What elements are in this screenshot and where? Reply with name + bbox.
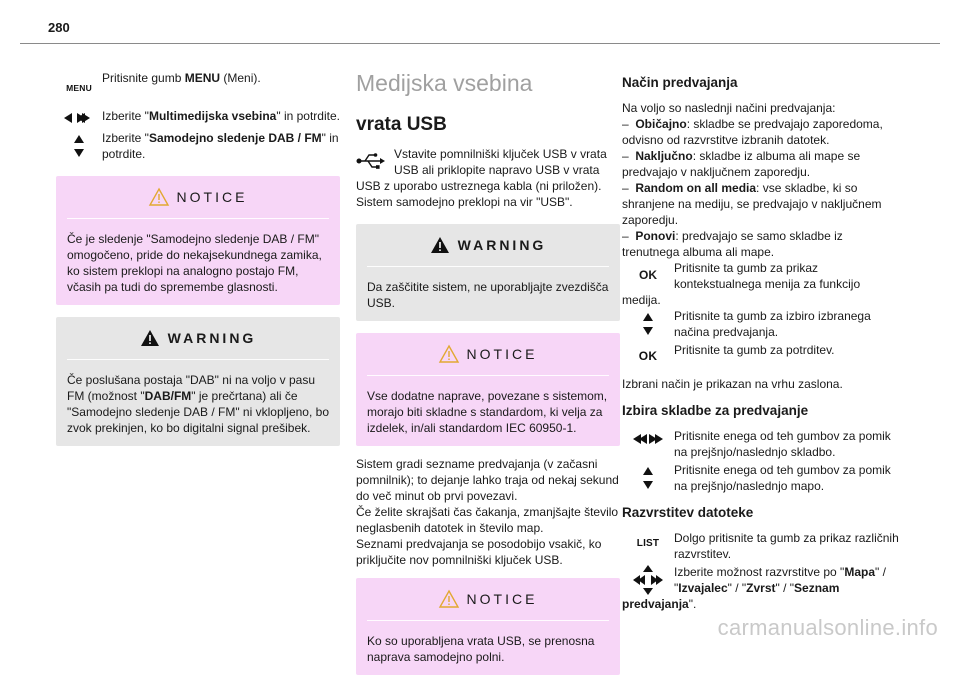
track-step-folder-text: Pritisnite enega od teh gumbov za pomik na prejšnjo/naslednjo mapo. [674,463,891,493]
caution-outline-icon [149,188,169,206]
usb-paragraph [356,146,620,210]
step-auto-tracking [62,130,340,162]
warning-icon [140,329,160,347]
usb-notice-box [356,333,620,446]
warning-icon [430,236,450,254]
charging-notice-header [367,588,609,621]
warning-header [67,327,329,360]
top-rule [20,43,940,44]
mode-step-ok [622,260,902,308]
caution-outline-icon [439,345,459,363]
ok-button-icon: OK [638,349,658,363]
track-heading: Izbira skladbe za predvajanje [622,403,809,418]
warning-box [56,317,340,446]
four-way-arrows-icon [622,564,674,596]
notice-label: NOTICE [176,189,248,205]
sort-step-choose-text: Izberite možnost razvrstitve po "Mapa" / "Izvajalec" / "Zvrst" / "Seznam predvajanja". [622,565,886,611]
step-menu [62,70,340,106]
mode-step-select-text: Pritisnite ta gumb za izbiro izbranega načina predvajanja. [674,309,871,339]
charging-notice-label: NOTICE [466,591,538,607]
menu-button-icon: MENU [66,83,92,93]
up-down-arrows-icon [56,130,102,162]
mode-step-ok-text: Pritisnite ta gumb za prikaz kontekstualnega menija za funkcijo medija. [622,261,861,307]
sort-step-list-text: Dolgo pritisnite ta gumb za prikaz različnih razvrstitev. [674,531,899,561]
section-subtitle: vrata USB [356,114,447,135]
sort-step-list [622,530,902,562]
sort-step-choose [622,564,902,612]
mode-normal: – Običajno: skladbe se predvajajo zaporedoma, odvisno od razvrstitve izbranih datotek. [622,117,883,147]
left-right-arrows-icon [56,108,102,128]
warning-text: Če poslušana postaja "DAB" ni na voljo v pasu FM (možnost "DAB/FM" je prečrtana) ali če "Samodejno sledenje DAB / FM" ni vklopljeno, bo zvok prekinjen, ko bo digitalni signal prešibek. [67,373,329,435]
play-mode-heading: Način predvajanja [622,75,738,90]
charging-notice-text: Ko so uporabljena vrata USB, se prenosna naprava samodejno polni. [367,634,595,664]
usb-warning-text: Da zaščitite sistem, ne uporabljajte zvezdišča USB. [367,280,609,310]
usb-notice-text: Vse dodatne naprave, povezane s sistemom, morajo biti skladne s standardom, ki velja za izdelek, in/ali standardom IEC 60950-1. [367,389,608,435]
usb-warning-box [356,224,620,321]
usb-warning-label: WARNING [457,237,547,253]
left-column [62,70,340,446]
track-step-skip-text: Pritisnite enega od teh gumbov za pomik na prejšnjo/naslednjo skladbo. [674,429,891,459]
step-multimedia-text: Izberite "Multimedijska vsebina" in potrdite. [102,109,340,123]
notice-header [67,186,329,219]
right-column [622,74,902,612]
charging-notice-box [356,578,620,675]
mode-repeat: – Ponovi: predvajajo se samo skladbe iz trenutnega albuma ali mape. [622,229,843,259]
mode-step-confirm [622,342,902,370]
usb-notice-label: NOTICE [466,346,538,362]
page-number: 280 [48,20,70,35]
track-step-folder [622,462,902,494]
mode-random: – Naključno: skladbe iz albuma ali mape se predvajajo v naključnem zaporedju. [622,149,861,179]
playlist-para2: Če želite skrajšati čas čakanja, zmanjšajte število neglasbenih datotek in število map. [356,505,619,535]
usb-notice-header [367,343,609,376]
section-title: Medijska vsebina [356,70,533,96]
mode-step-select [622,308,902,340]
step-auto-tracking-text: Izberite "Samodejno sledenje DAB / FM" in potrdite. [102,131,339,161]
footer-watermark: carmanualsonline.info [717,615,938,640]
usb-text: Vstavite pomnilniški ključek USB v vrata USB ali priklopite napravo USB v vrata USB z uporabo ustreznega kabla (ni priložen). Sistem samodejno preklopi na vir "USB". [356,147,607,209]
mode-result: Izbrani način je prikazan na vrhu zaslona. [622,377,843,391]
sort-heading: Razvrstitev datoteke [622,505,754,520]
playlist-para1: Sistem gradi sezname predvajanja (v začasni pomnilnik); to dejanje lahko traja od nekaj sekund do več minut ob prvi povezavi. [356,457,619,503]
notice-box [56,176,340,305]
middle-column [356,70,620,675]
play-mode-intro: Na voljo so naslednji načini predvajanja: [622,101,836,115]
playlist-paragraph [356,456,620,568]
step-multimedia [62,108,340,128]
notice-text: Če je sledenje "Samodejno sledenje DAB / FM" omogočeno, pride do nekajsekundnega zamika, ko sistem preklopi na analogno postajo FM, včasih pa tudi do spremembe glasnosti. [67,232,322,294]
warning-label: WARNING [167,330,257,346]
mode-random-all: – Random on all media: vse skladbe, ki so shranjene na mediju, se predvajajo v naključnem zaporedju. [622,181,882,227]
list-button-icon: LIST [636,538,660,549]
usb-warning-header [367,234,609,267]
mode-step-confirm-text: Pritisnite ta gumb za potrditev. [674,343,835,357]
playlist-para3: Seznami predvajanja se posodobijo vsakič, ko priključite nov pomnilniški ključek USB. [356,537,602,567]
up-down-arrows-icon [622,462,674,494]
track-step-skip [622,428,902,460]
left-right-arrows-icon [622,428,674,450]
usb-icon [356,146,394,176]
up-down-arrows-icon [622,308,674,340]
step-menu-text: Pritisnite gumb MENU (Meni). [102,71,261,85]
ok-button-icon: OK [639,268,657,282]
caution-outline-icon [439,590,459,608]
